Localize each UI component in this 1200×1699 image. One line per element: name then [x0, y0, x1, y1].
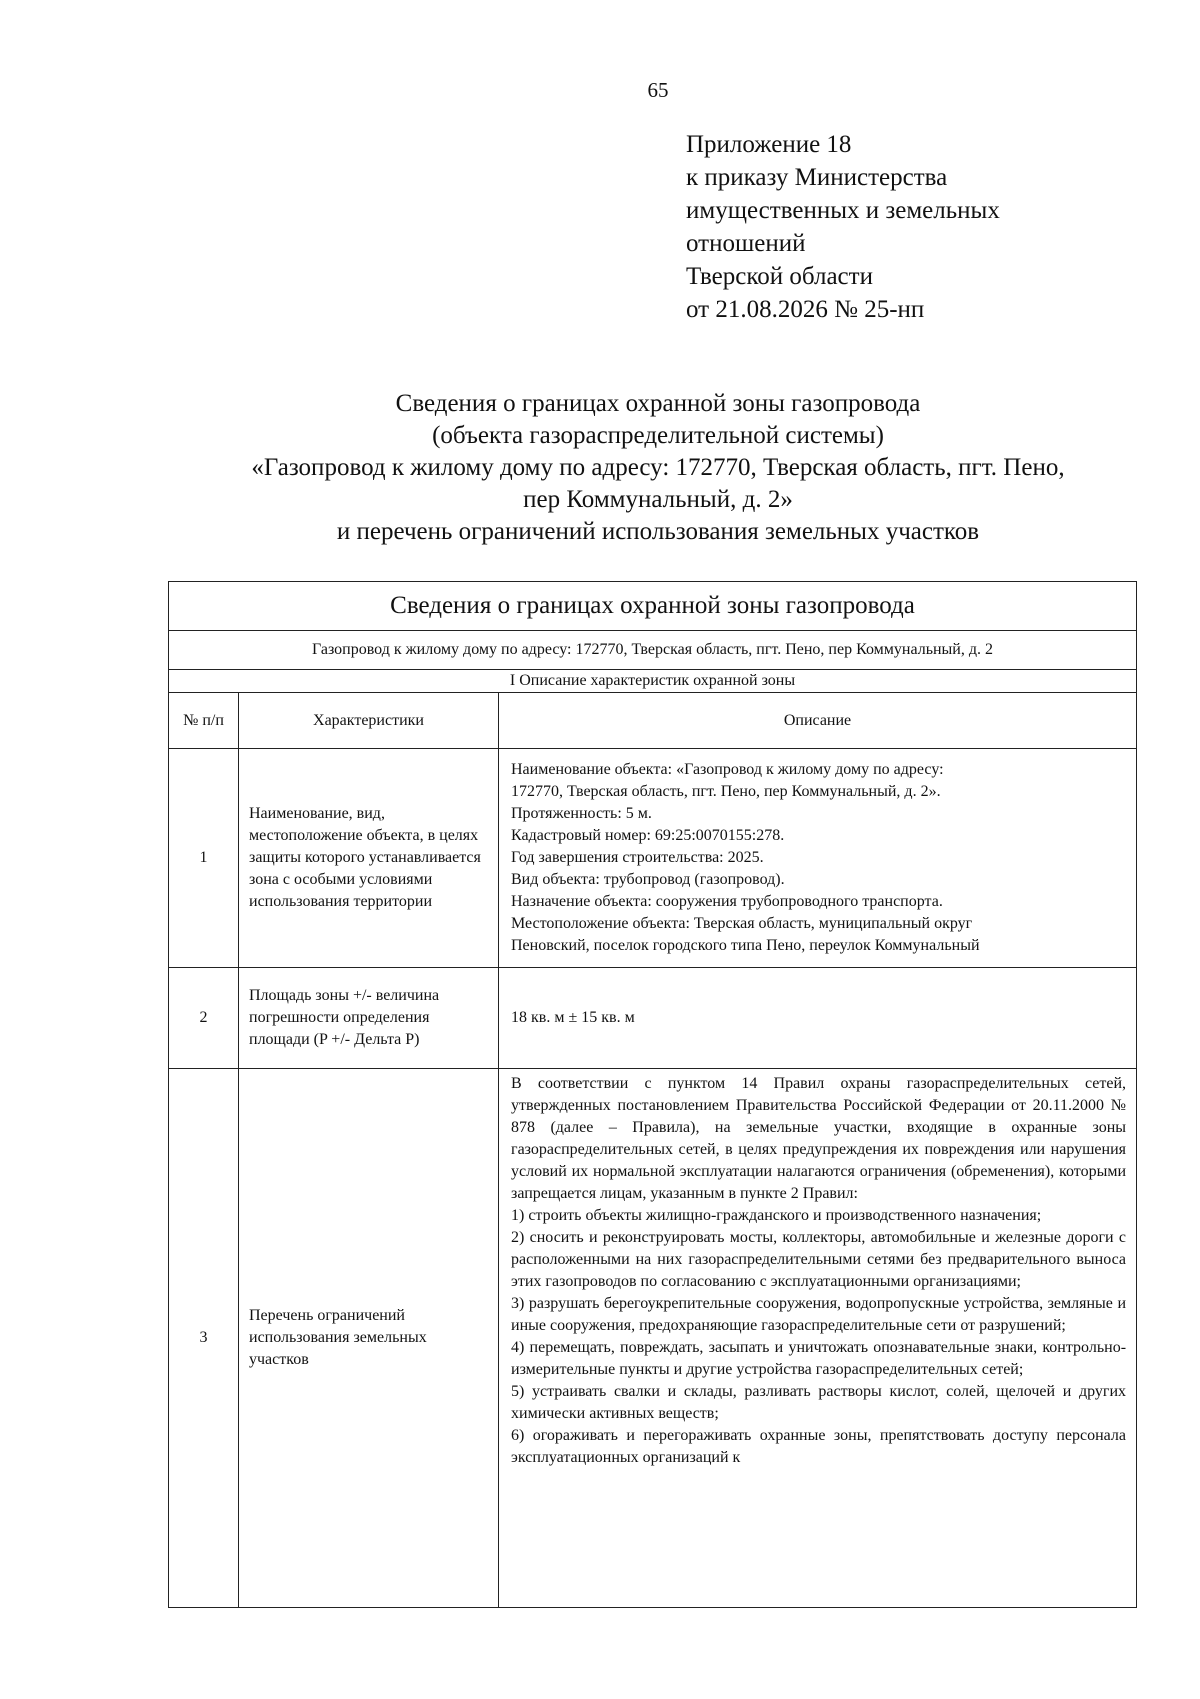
title-line: и перечень ограничений использования земельных участков [336, 518, 980, 545]
row-number: 1 [169, 749, 239, 968]
description-line: Назначение объекта: сооружения трубопроводного транспорта. [511, 893, 943, 910]
description-line: Вид объекта: трубопровод (газопровод). [511, 871, 785, 888]
row-characteristic: Перечень ограничений использования земельных участков [239, 1069, 499, 1608]
title-line: пер Коммунальный, д. 2» [523, 486, 793, 513]
table-row [169, 1069, 1137, 1608]
row-description: 18 кв. м ± 15 кв. м [499, 968, 1137, 1069]
appendix-line: Приложение 18 [686, 131, 852, 158]
section-heading: I Описание характеристик охранной зоны [169, 670, 1137, 693]
description-paragraph: 6) огораживать и перегораживать охранные зоны, препятствовать доступу персонала эксплуатационных организаций к [511, 1427, 1127, 1466]
description-line: Местоположение объекта: Тверская область, муниципальный округ [511, 915, 973, 932]
description-line: Год завершения строительства: 2025. [511, 849, 764, 866]
appendix-block [686, 128, 1000, 326]
description-paragraph: 5) устраивать свалки и склады, разливать растворы кислот, солей, щелочей и других химически активных веществ; [511, 1383, 1127, 1422]
appendix-line: отношений [686, 230, 806, 257]
column-header-number: № п/п [169, 693, 239, 749]
appendix-line: от 21.08.2026 № 25-нп [686, 296, 925, 323]
description-line: Кадастровый номер: 69:25:0070155:278. [511, 827, 785, 844]
appendix-line: к приказу Министерства [686, 164, 948, 191]
title-line: «Газопровод к жилому дому по адресу: 172770, Тверская область, пгт. Пено, [251, 454, 1065, 481]
description-paragraph: В соответствии с пунктом 14 Правил охраны газораспределительных сетей, утвержденных постановлением Правительства Российской Федерации от 20.11.2000 № 878 (далее – Правила), на земельные участки, входящие в охранные зоны газораспределительных сетей, в целях предупреждения их повреждения или нарушения условий их нормальной эксплуатации налагаются ограничения (обременения), которыми запрещается лицам, указанным в пункте 2 Правил: [511, 1075, 1127, 1202]
description-paragraph: 1) строить объекты жилищно-гражданского и производственного назначения; [511, 1207, 1042, 1224]
table-row [169, 968, 1137, 1069]
appendix-line: Тверской области [686, 263, 873, 290]
row-number: 3 [169, 1069, 239, 1608]
row-characteristic: Наименование, вид, местоположение объекта, в целях защиты которого устанавливается зона с особыми условиями использования территории [239, 749, 499, 968]
column-header-characteristic: Характеристики [239, 693, 499, 749]
row-description [499, 1069, 1137, 1608]
description-paragraph: 2) сносить и реконструировать мосты, коллекторы, автомобильные и железные дороги с расположенными на них газораспределительными сетями без предварительного выноса этих газопроводов по согласованию с эксплуатационными организациями; [511, 1229, 1127, 1290]
appendix-line: имущественных и земельных [686, 197, 1000, 224]
row-characteristic: Площадь зоны +/- величина погрешности определения площади (P +/- Дельта P) [239, 968, 499, 1069]
description-paragraph: 3) разрушать берегоукрепительные сооружения, водопропускные устройства, земляные и иные сооружения, предохраняющие газораспределительные сети от разрушений; [511, 1295, 1127, 1334]
description-line: Наименование объекта: «Газопровод к жилому дому по адресу: [511, 761, 944, 778]
row-number: 2 [169, 968, 239, 1069]
zone-info-table [168, 581, 1137, 1608]
page-number: 65 [647, 78, 669, 102]
description-line: Протяженность: 5 м. [511, 805, 652, 822]
column-header-description: Описание [499, 693, 1137, 749]
row-description [499, 749, 1137, 968]
description-paragraph: 4) перемещать, повреждать, засыпать и уничтожать опознавательные знаки, контрольно-измерительные пункты и другие устройства газораспределительных сетей; [511, 1339, 1127, 1378]
object-line: Газопровод к жилому дому по адресу: 172770, Тверская область, пгт. Пено, пер Коммунальный, д. 2 [169, 631, 1137, 670]
description-line: Пеновский, поселок городского типа Пено, переулок Коммунальный [511, 937, 980, 954]
title-line: Сведения о границах охранной зоны газопровода [395, 390, 921, 417]
title-line: (объекта газораспределительной системы) [432, 422, 884, 449]
document-title [150, 388, 1166, 548]
table-heading: Сведения о границах охранной зоны газопровода [169, 582, 1137, 631]
table-row [169, 749, 1137, 968]
description-line: 172770, Тверская область, пгт. Пено, пер Коммунальный, д. 2». [511, 783, 941, 800]
